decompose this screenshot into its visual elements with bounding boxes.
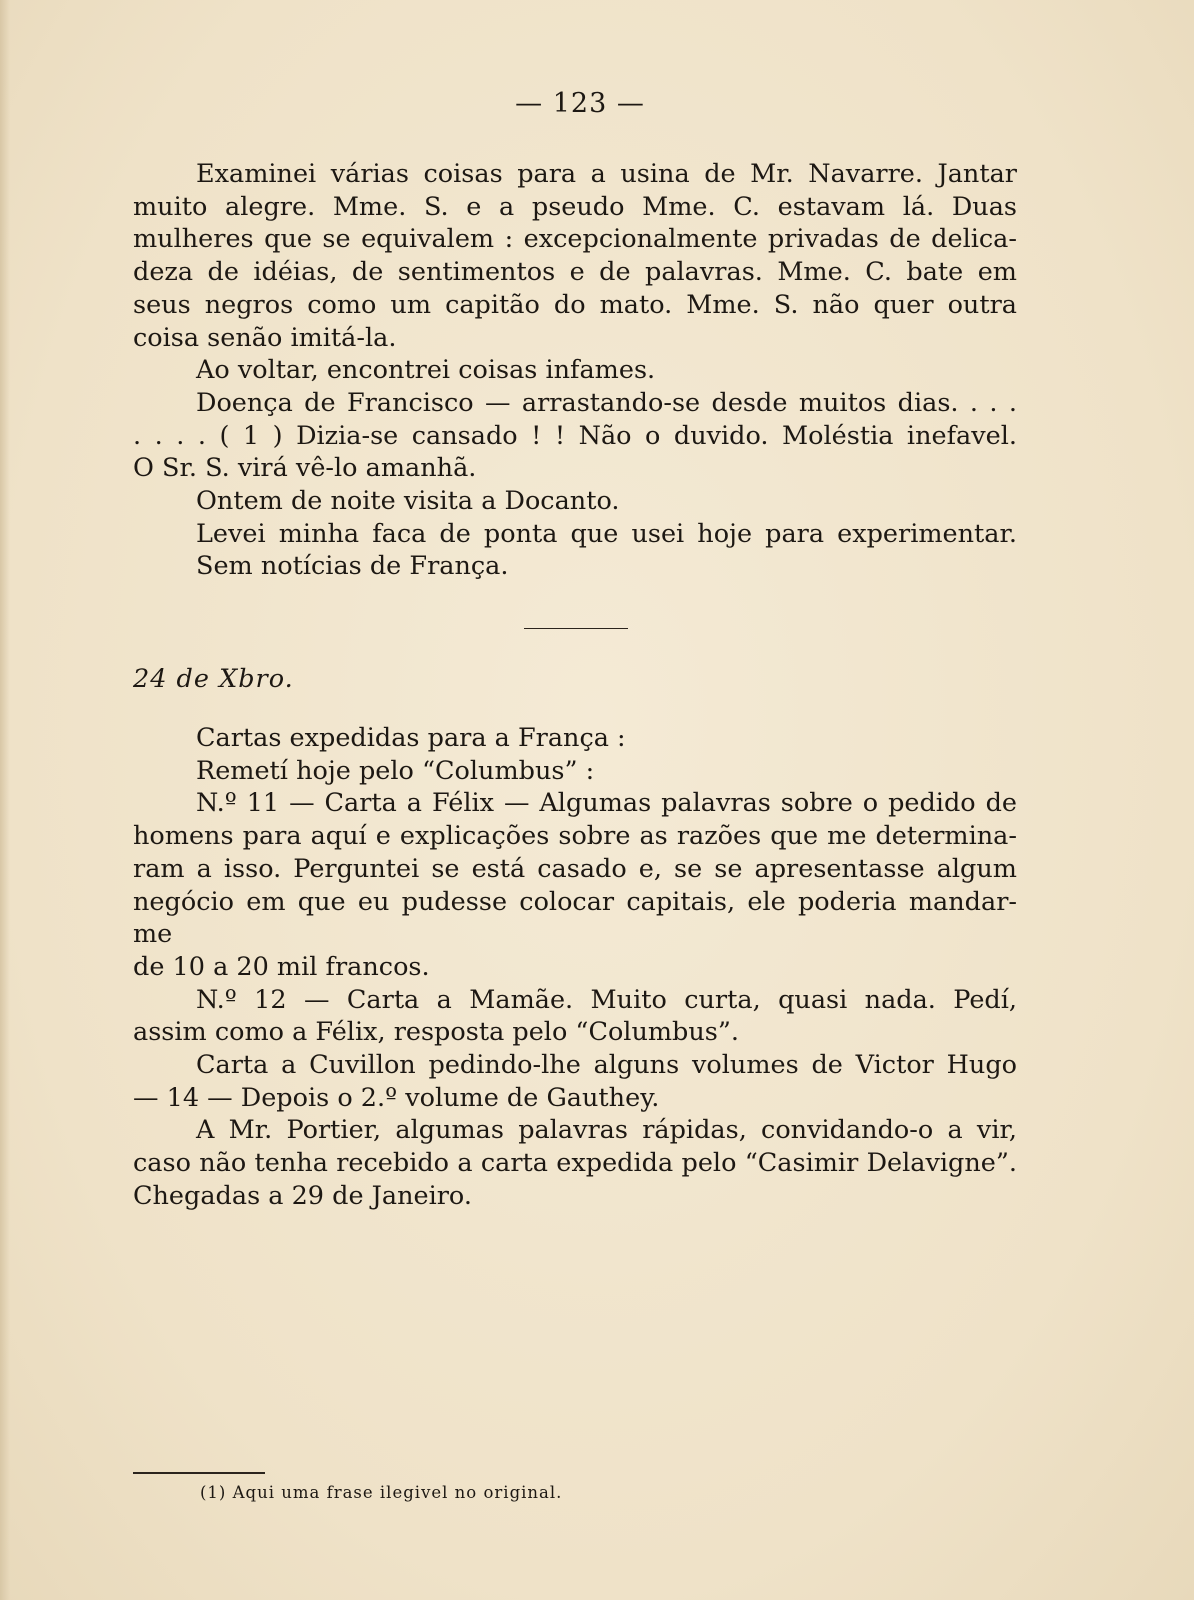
text-line: negócio em que eu pudesse colocar capitais, ele poderia mandar-me	[133, 886, 1017, 950]
text-line: Examinei várias coisas para a usina de Mr. Navarre. Jantar	[196, 159, 1017, 189]
diary-entry-1	[133, 158, 1017, 583]
text-line: Carta a Cuvillon pedindo-lhe alguns volumes de Victor Hugo	[196, 1050, 1017, 1081]
text-line: N.º 11 — Carta a Félix — Algumas palavras sobre o pedido de	[196, 788, 1017, 819]
page-left-edge-shadow	[0, 0, 10, 1600]
text-line: Ontem de noite visita a Docanto.	[196, 486, 620, 517]
text-line: Doença de Francisco — arrastando-se desde muitos dias. . . .	[196, 387, 1017, 418]
text-line: Ao voltar, encontrei coisas infames.	[196, 355, 656, 386]
text-line: assim como a Félix, resposta pelo “Columbus”.	[133, 1017, 740, 1048]
text-line: Sem notícias de França.	[196, 551, 509, 582]
text-line: Chegadas a 29 de Janeiro.	[133, 1180, 472, 1211]
footnote: (1) Aqui uma frase ilegivel no original.	[200, 1483, 563, 1502]
text-line: A Mr. Portier, algumas palavras rápidas, convidando-o a vir,	[196, 1115, 1017, 1146]
text-line: . . . . ( 1 ) Dizia-se cansado ! ! Não o duvido. Moléstia inefavel.	[133, 420, 1017, 451]
diary-entry-2	[133, 722, 1017, 1213]
text-line: seus negros como um capitão do mato. Mme. S. não quer outra	[133, 289, 1017, 320]
text-line: O Sr. S. virá vê-lo amanhã.	[133, 453, 477, 484]
text-line: muito alegre. Mme. S. e a pseudo Mme. C. estavam lá. Duas	[133, 191, 1017, 222]
footnote-rule	[133, 1472, 265, 1474]
text-line: — 14 — Depois o 2.º volume de Gauthey.	[133, 1082, 660, 1113]
text-line: caso não tenha recebido a carta expedida pelo “Casimir Delavigne”.	[133, 1148, 1017, 1179]
page-number: — 123 —	[515, 88, 645, 119]
text-line: Levei minha faca de ponta que usei hoje para experimentar.	[196, 518, 1017, 549]
text-line: homens para aquí e explicações sobre as razões que me determina-	[133, 821, 1017, 852]
text-line: Remetí hoje pelo “Columbus” :	[196, 755, 595, 786]
text-line: deza de idéias, de sentimentos e de palavras. Mme. C. bate em	[133, 257, 1017, 288]
text-line: N.º 12 — Carta a Mamãe. Muito curta, quasi nada. Pedí,	[196, 984, 1017, 1015]
section-separator-rule	[524, 628, 628, 629]
text-line: Cartas expedidas para a França :	[196, 723, 626, 753]
entry-date-heading: 24 de Xbro.	[133, 664, 294, 694]
text-line: mulheres que se equivalem : excepcionalmente privadas de delica-	[133, 224, 1017, 255]
text-line: de 10 a 20 mil francos.	[133, 951, 430, 982]
text-line: ram a isso. Perguntei se está casado e, se se apresentasse algum	[133, 853, 1017, 884]
text-line: coisa senão imitá-la.	[133, 322, 397, 353]
